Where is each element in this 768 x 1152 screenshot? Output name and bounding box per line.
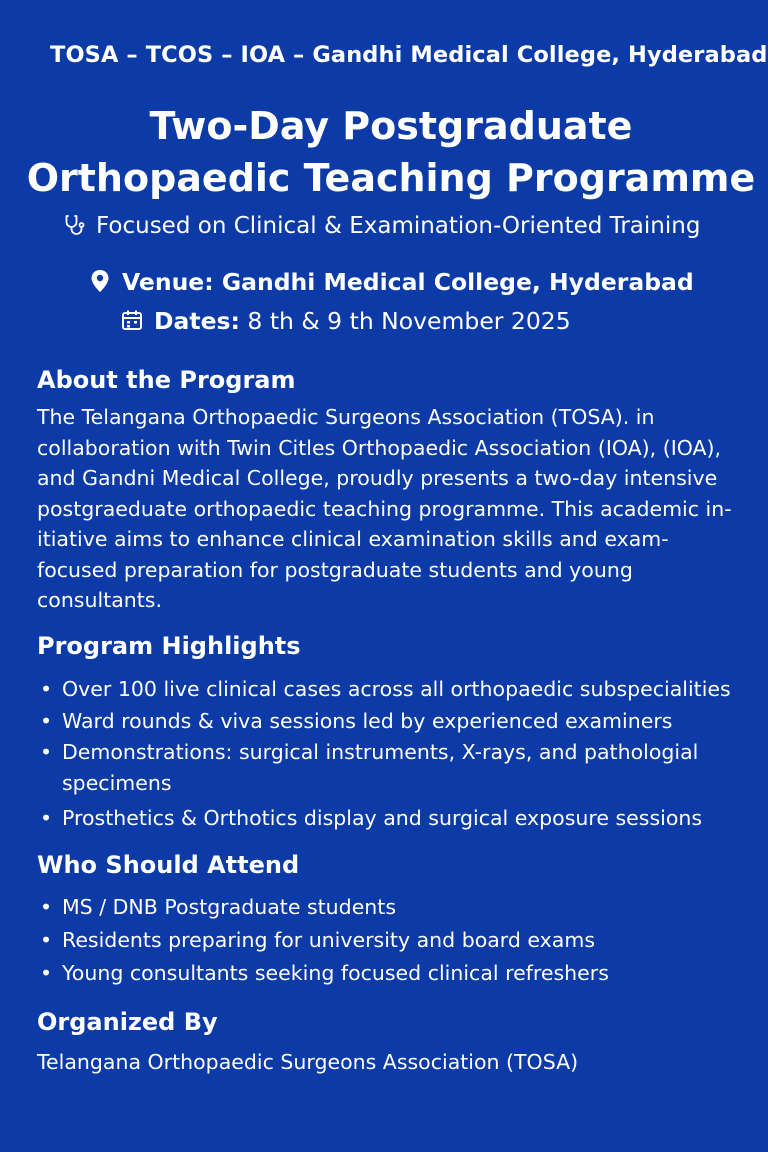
dates-value: 8 th & 9 th November 2025 xyxy=(239,307,571,335)
organized-text: Telangana Orthopaedic Surgeons Association (TOSA) xyxy=(37,1050,579,1074)
focus-text: Focused on Clinical & Examination-Oriented Training xyxy=(96,213,701,239)
stethoscope-icon xyxy=(62,213,86,237)
list-item: • Residents preparing for university and board exams xyxy=(37,924,609,957)
list-item: • Prosthetics & Orthotics display and surgical exposure sessions xyxy=(37,802,731,834)
about-line: collaboration with Twin Citles Orthopaedic Association (IOA), (IOA), xyxy=(37,435,722,460)
venue-text: Venue: Gandhi Medical College, Hyderabad xyxy=(122,268,694,296)
highlights-heading: Program Highlights xyxy=(37,632,301,660)
list-item: • Ward rounds & viva sessions led by experienced examiners xyxy=(37,705,731,737)
list-item xyxy=(37,737,731,799)
about-heading: About the Program xyxy=(37,366,296,394)
about-line: itiative aims to enhance clinical examination skills and exam- xyxy=(37,527,669,551)
venue-line xyxy=(90,268,694,296)
page-title xyxy=(0,100,768,204)
list-item: • Young consultants seeking focused clinical refreshers xyxy=(37,957,609,990)
attend-list xyxy=(37,891,609,990)
dates-label: Dates: xyxy=(154,307,240,335)
about-line: and Gandni Medical College, proudly presents a two-day intensive xyxy=(37,466,718,490)
list-item: • MS / DNB Postgraduate students xyxy=(37,891,609,924)
about-body xyxy=(37,402,737,616)
highlights-list xyxy=(37,673,731,834)
dates-line xyxy=(120,307,571,335)
location-pin-icon xyxy=(90,269,110,293)
title-line-1: Two-Day Postgraduate xyxy=(149,104,633,148)
about-line: The Telangana Orthopaedic Surgeons Association (TOSA). in xyxy=(37,405,655,429)
organized-heading: Organized By xyxy=(37,1008,218,1036)
calendar-icon xyxy=(120,308,144,332)
list-item: • Over 100 live clinical cases across all orthopaedic subspecialities xyxy=(37,673,731,705)
about-line: postgraeduate orthopaedic teaching programme. This academic in- xyxy=(37,496,732,521)
highlight-item-continuation: specimens xyxy=(62,771,172,795)
attend-heading: Who Should Attend xyxy=(37,851,300,879)
highlight-item-text: Demonstrations: surgical instruments, X-rays, and pathologial xyxy=(62,740,699,764)
about-line: consultants. xyxy=(37,588,163,612)
about-line: focused preparation for postgraduate students and young xyxy=(37,557,633,582)
focus-line xyxy=(62,213,700,239)
title-line-2: Orthopaedic Teaching Programme xyxy=(26,156,756,200)
organizers-header: TOSA – TCOS – IOA – Gandhi Medical College, Hyderabad xyxy=(50,42,768,68)
